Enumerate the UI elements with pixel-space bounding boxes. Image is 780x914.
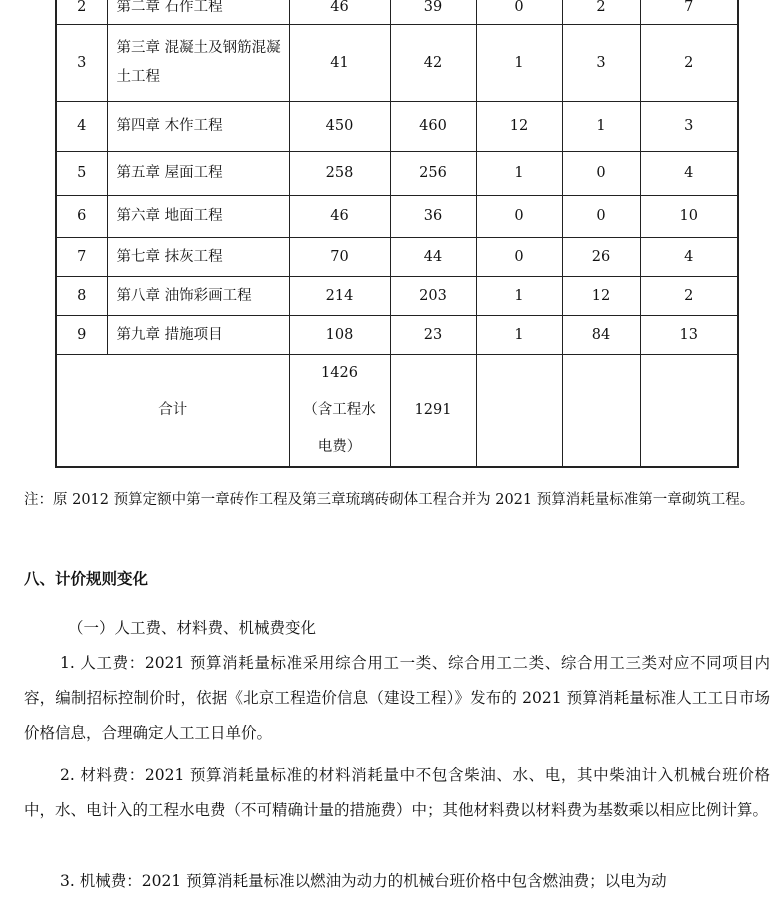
table-row (56, 238, 738, 277)
value-cell: 3 (640, 102, 738, 152)
row-number-cell: 2 (56, 0, 107, 25)
total-c1-line: 电费） (317, 439, 362, 455)
chapter-name-cell: 第三章 混凝土及钢筋混凝土工程 (107, 25, 289, 102)
chapter-name-cell: 第六章 地面工程 (107, 196, 289, 238)
value-cell: 1 (476, 316, 562, 355)
value-cell: 108 (289, 316, 390, 355)
table-row (56, 25, 738, 102)
total-c1-line: （含工程水 (303, 402, 376, 418)
value-cell: 450 (289, 102, 390, 152)
subheading: （一）人工费、材料费、机械费变化 (68, 619, 317, 637)
value-cell: 4 (640, 238, 738, 277)
chapter-name-cell: 第八章 油饰彩画工程 (107, 277, 289, 316)
chapter-name-cell: 第二章 石作工程 (107, 0, 289, 25)
table-row (56, 152, 738, 196)
value-cell: 36 (390, 196, 476, 238)
table-row (56, 316, 738, 355)
value-cell: 214 (289, 277, 390, 316)
value-cell: 4 (640, 152, 738, 196)
value-cell: 12 (476, 102, 562, 152)
value-cell: 0 (476, 196, 562, 238)
value-cell: 46 (289, 196, 390, 238)
empty-cell (640, 355, 738, 468)
value-cell: 256 (390, 152, 476, 196)
value-cell: 1 (476, 152, 562, 196)
value-cell: 70 (289, 238, 390, 277)
value-cell: 1 (562, 102, 640, 152)
value-cell: 12 (562, 277, 640, 316)
value-cell: 23 (390, 316, 476, 355)
value-cell: 203 (390, 277, 476, 316)
row-number-cell: 4 (56, 102, 107, 152)
table-row (56, 0, 738, 25)
paragraph-labor: 1. 人工费：2021 预算消耗量标准采用综合用工一类、综合用工二类、综合用工三类对应不同项目内容，编制招标控制价时，依据《北京工程造价信息（建设工程）》发布的 2021 预算消耗量标准人工工日市场价格信息，合理确定人工工日单价。 (24, 654, 770, 742)
value-cell: 39 (390, 0, 476, 25)
value-cell: 10 (640, 196, 738, 238)
value-cell: 41 (289, 25, 390, 102)
total-c1-line: 1426 (321, 365, 358, 381)
value-cell: 2 (640, 25, 738, 102)
table-note: 注：原 2012 预算定额中第一章砖作工程及第三章琉璃砖砌体工程合并为 2021 预算消耗量标准第一章砌筑工程。 (24, 492, 755, 508)
value-cell: 1 (476, 25, 562, 102)
value-cell: 84 (562, 316, 640, 355)
total-c1-cell (289, 355, 390, 468)
value-cell: 0 (562, 196, 640, 238)
value-cell: 7 (640, 0, 738, 25)
paragraph-materials: 2. 材料费：2021 预算消耗量标准的材料消耗量中不包含柴油、水、电，其中柴油计入机械台班价格中，水、电计入的工程水电费（不可精确计量的措施费）中；其他材料费以材料费为基数乘以相应比例计算。 (24, 766, 770, 819)
chapter-name-cell: 第九章 措施项目 (107, 316, 289, 355)
value-cell: 3 (562, 25, 640, 102)
row-number-cell: 7 (56, 238, 107, 277)
empty-cell (476, 355, 562, 468)
value-cell: 2 (640, 277, 738, 316)
consumption-table (55, 0, 739, 468)
row-number-cell: 8 (56, 277, 107, 316)
value-cell: 13 (640, 316, 738, 355)
empty-cell (562, 355, 640, 468)
value-cell: 258 (289, 152, 390, 196)
value-cell: 44 (390, 238, 476, 277)
row-number-cell: 3 (56, 25, 107, 102)
table-row (56, 196, 738, 238)
total-c2-cell: 1291 (390, 355, 476, 468)
value-cell: 42 (390, 25, 476, 102)
row-number-cell: 6 (56, 196, 107, 238)
chapter-name-cell: 第五章 屋面工程 (107, 152, 289, 196)
value-cell: 460 (390, 102, 476, 152)
value-cell: 26 (562, 238, 640, 277)
chapter-name-cell: 第七章 抹灰工程 (107, 238, 289, 277)
table-total-row (56, 355, 738, 468)
section-heading: 八、计价规则变化 (24, 569, 149, 588)
value-cell: 46 (289, 0, 390, 25)
value-cell: 0 (476, 0, 562, 25)
value-cell: 2 (562, 0, 640, 25)
total-label-cell: 合计 (56, 355, 289, 468)
row-number-cell: 5 (56, 152, 107, 196)
value-cell: 0 (476, 238, 562, 277)
paragraph-machinery: 3. 机械费：2021 预算消耗量标准以燃油为动力的机械台班价格中包含燃油费；以电为动 (60, 872, 667, 890)
value-cell: 0 (562, 152, 640, 196)
table-row (56, 277, 738, 316)
chapter-name-cell: 第四章 木作工程 (107, 102, 289, 152)
value-cell: 1 (476, 277, 562, 316)
row-number-cell: 9 (56, 316, 107, 355)
table-row (56, 102, 738, 152)
